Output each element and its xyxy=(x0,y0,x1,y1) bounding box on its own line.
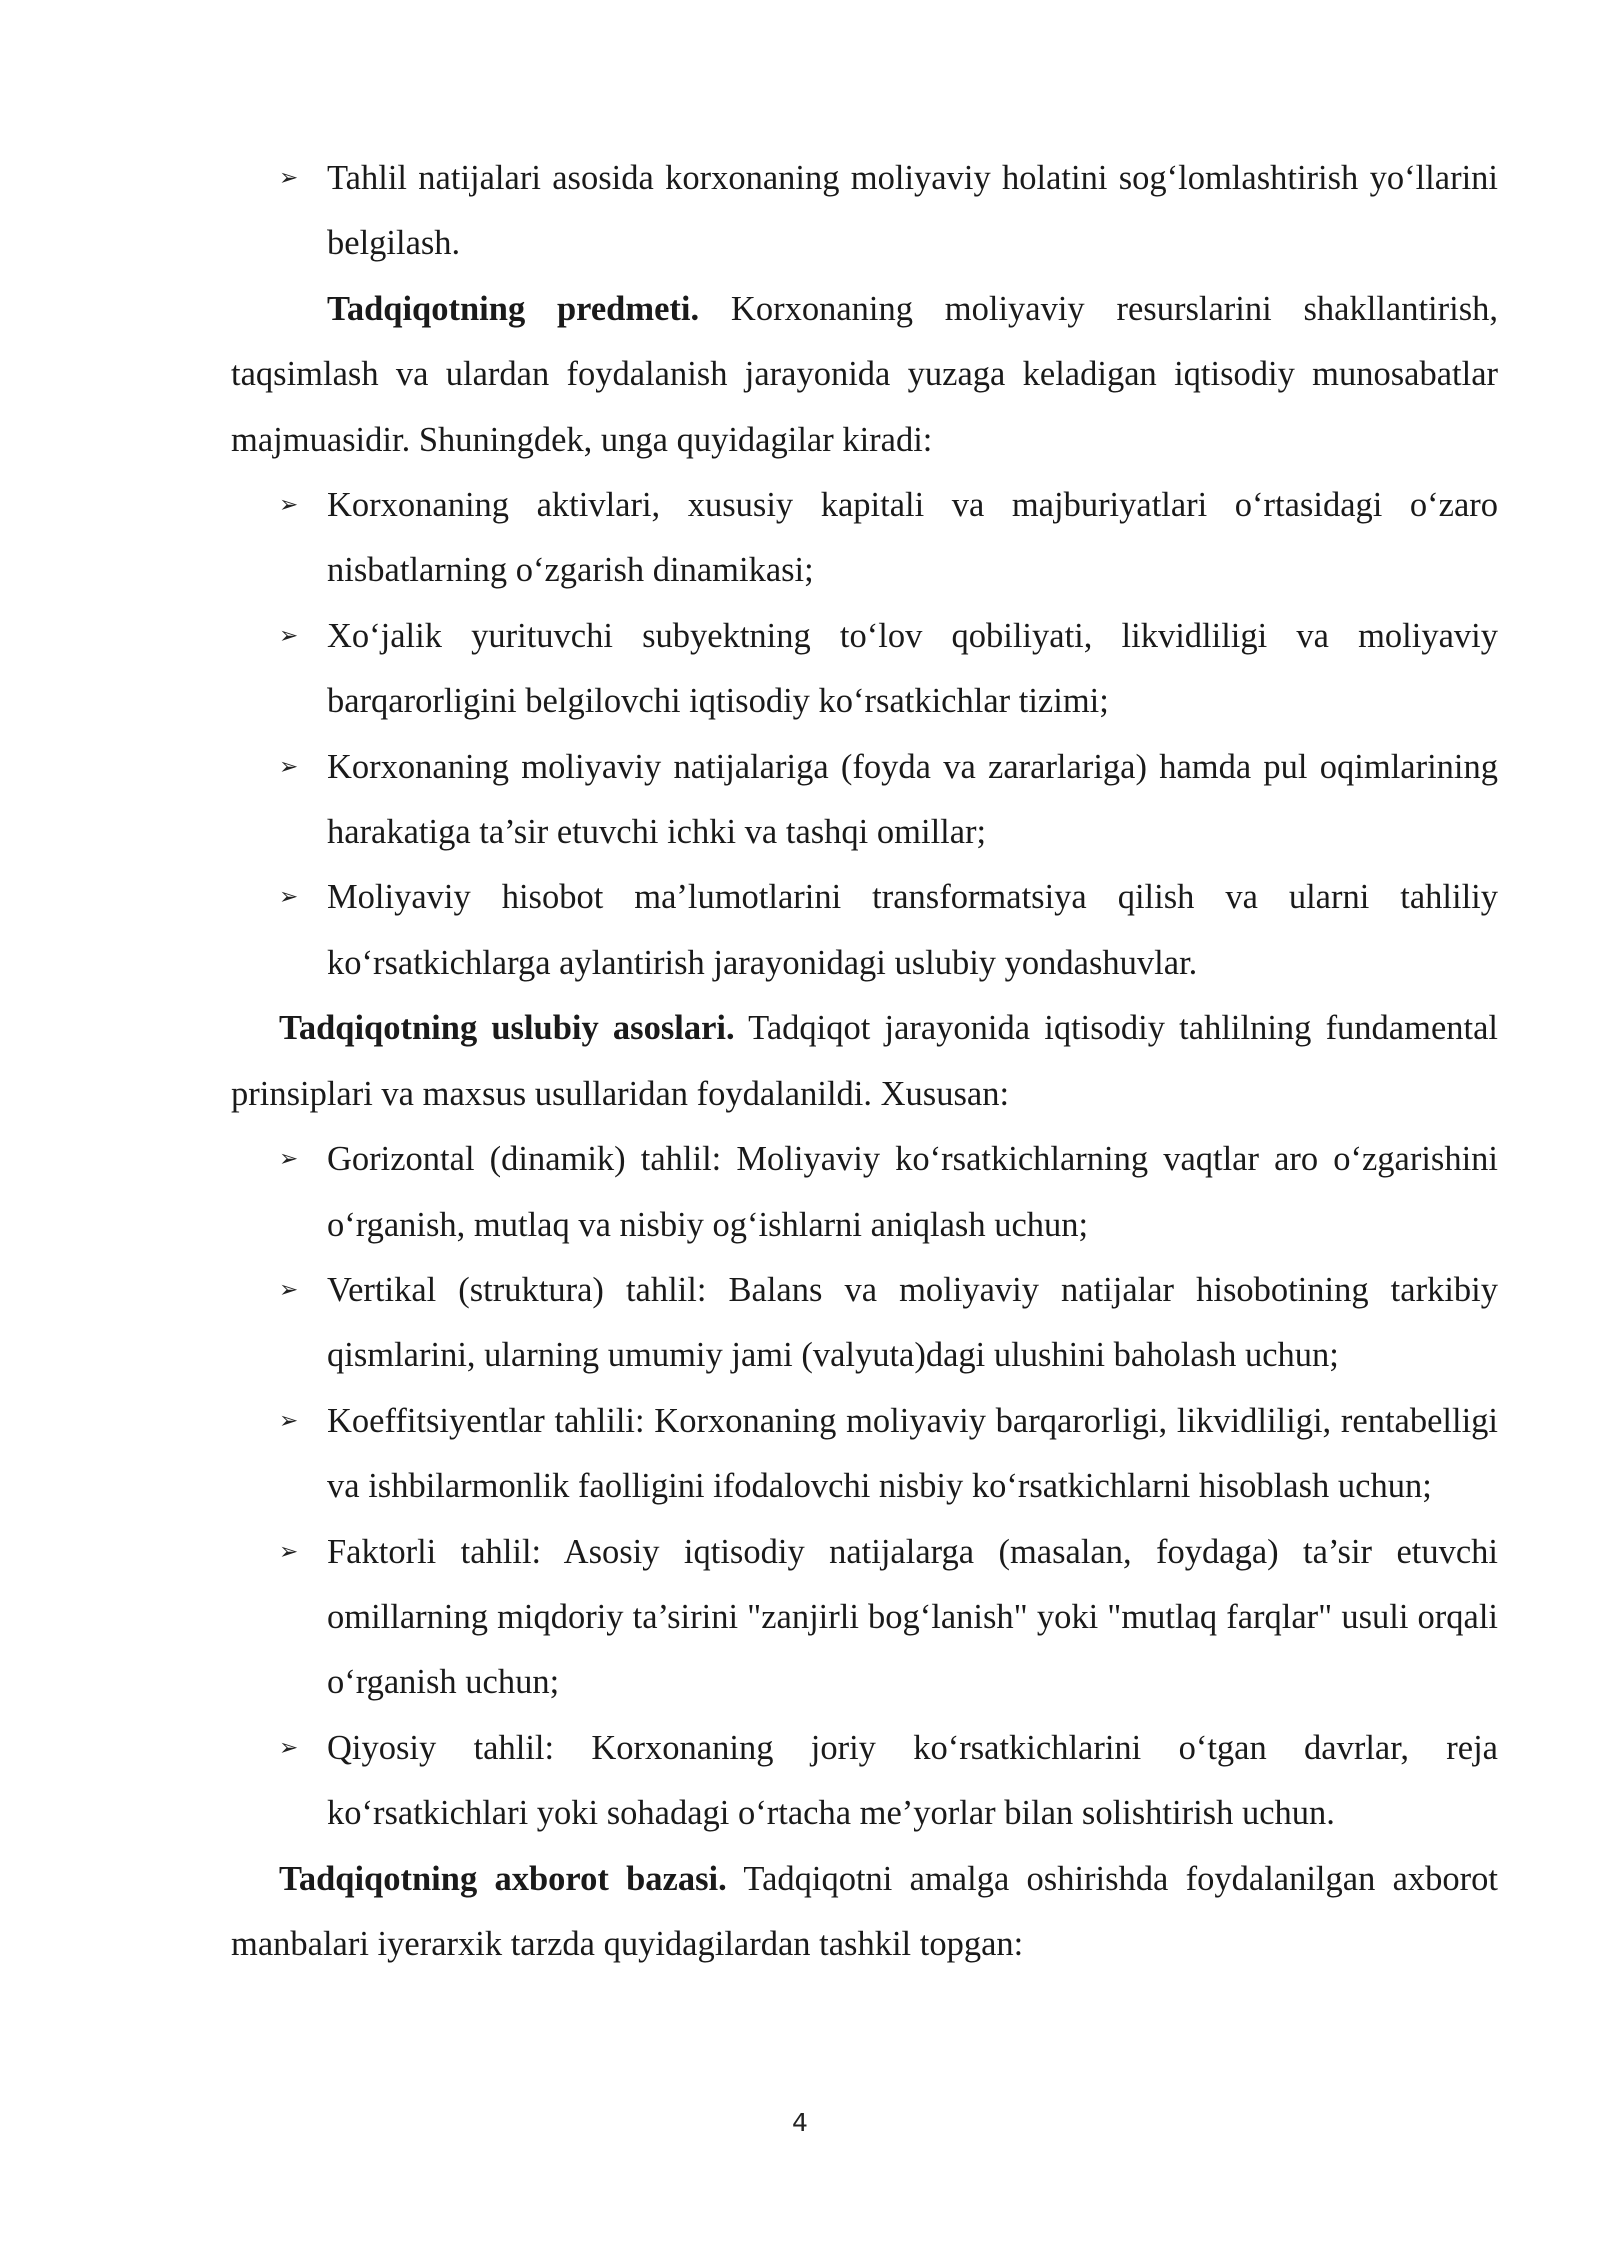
paragraph-heading: Tadqiqotning predmeti. xyxy=(327,289,700,328)
paragraph-heading: Tadqiqotning uslubiy asoslari. xyxy=(279,1009,735,1048)
paragraph-predmet xyxy=(231,277,1498,473)
list-item xyxy=(231,604,1498,735)
arrow-bullet-icon: ➢ xyxy=(279,622,299,649)
arrow-bullet-icon: ➢ xyxy=(279,753,299,780)
arrow-bullet-icon: ➢ xyxy=(279,1407,299,1434)
page-number: 4 xyxy=(792,2108,808,2137)
list-item-text: Korxonaning moliyaviy natijalariga (foyda va zararlariga) hamda pul oqimlarining harakatiga ta’sir etuvchi ichki va tashqi omillar; xyxy=(327,747,1498,852)
list-item-text: Gorizontal (dinamik) tahlil: Moliyaviy ko‘rsatkichlarning vaqtlar aro o‘zgarishini o‘rganish, mutlaq va nisbiy og‘ishlarni aniqlash uchun; xyxy=(327,1140,1498,1244)
paragraph-text: Korxonaning moliyaviy resurslarini shakllantirish, taqsimlash va ulardan foydalanish jarayonida yuzaga keladigan iqtisodiy munosabatlar majmuasidir. Shuningdek, unga quyidagilar kiradi: xyxy=(231,289,1498,459)
list-item-text: Qiyosiy tahlil: Korxonaning joriy ko‘rsatkichlarini o‘tgan davrlar, reja ko‘rsatkichlari yoki sohadagi o‘rtacha me’yorlar bilan solishtirish uchun. xyxy=(327,1728,1498,1833)
arrow-bullet-icon: ➢ xyxy=(279,884,299,911)
list-item xyxy=(231,473,1498,604)
list-item xyxy=(231,1258,1498,1389)
list-item-text: Korxonaning aktivlari, xususiy kapitali va majburiyatlari o‘rtasidagi o‘zaro nisbatlarning o‘zgarish dinamikasi; xyxy=(327,486,1498,590)
arrow-bullet-icon: ➢ xyxy=(279,1276,299,1303)
list-item xyxy=(231,1389,1498,1520)
arrow-bullet-icon: ➢ xyxy=(279,1146,299,1173)
paragraph-text: Tadqiqot jarayonida iqtisodiy tahlilning fundamental prinsiplari va maxsus usullaridan foydalanildi. Xususan: xyxy=(231,1009,1499,1113)
paragraph-heading: Tadqiqotning axborot bazasi. xyxy=(279,1859,727,1898)
list-item xyxy=(231,1127,1498,1258)
list-item-text: Tahlil natijalari asosida korxonaning moliyaviy holatini sog‘lomlashtirish yo‘llarini belgilash. xyxy=(327,159,1498,263)
arrow-bullet-icon: ➢ xyxy=(279,492,299,519)
page-body xyxy=(231,146,1498,1977)
list-item xyxy=(231,1716,1498,1847)
list-item-text: Koeffitsiyentlar tahlili: Korxonaning moliyaviy barqarorligi, likvidliligi, rentabelligi va ishbilarmonlik faolligini ifodalovchi nisbiy ko‘rsatkichlarni hisoblash uchun; xyxy=(327,1401,1498,1506)
list-item xyxy=(231,865,1498,996)
paragraph-uslubiy xyxy=(231,996,1498,1127)
list-item xyxy=(231,735,1498,866)
list-item xyxy=(231,146,1498,277)
list-item-text: Faktorli tahlil: Asosiy iqtisodiy natijalarga (masalan, foydaga) ta’sir etuvchi omillarning miqdoriy ta’sirini "zanjirli bog‘lanish" yoki "mutlaq farqlar" usuli orqali o‘rganish uchun; xyxy=(327,1532,1498,1702)
list-item xyxy=(231,1520,1498,1716)
arrow-bullet-icon: ➢ xyxy=(279,165,299,191)
arrow-bullet-icon: ➢ xyxy=(279,1734,299,1761)
paragraph-axborot xyxy=(231,1847,1498,1978)
list-item-text: Moliyaviy hisobot ma’lumotlarini transformatsiya qilish va ularni tahliliy ko‘rsatkichlarga aylantirish jarayonidagi uslubiy yondashuvlar. xyxy=(327,878,1498,982)
arrow-bullet-icon: ➢ xyxy=(279,1538,299,1565)
paragraph-text: Tadqiqotni amalga oshirishda foydalanilgan axborot manbalari iyerarxik tarzda quyidagilardan tashkil topgan: xyxy=(231,1859,1498,1963)
list-item-text: Xo‘jalik yurituvchi subyektning to‘lov qobiliyati, likvidliligi va moliyaviy barqarorligini belgilovchi iqtisodiy ko‘rsatkichlar tizimi; xyxy=(327,616,1498,721)
list-item-text: Vertikal (struktura) tahlil: Balans va moliyaviy natijalar hisobotining tarkibiy qismlarini, ularning umumiy jami (valyuta)dagi ulushini baholash uchun; xyxy=(327,1270,1498,1375)
